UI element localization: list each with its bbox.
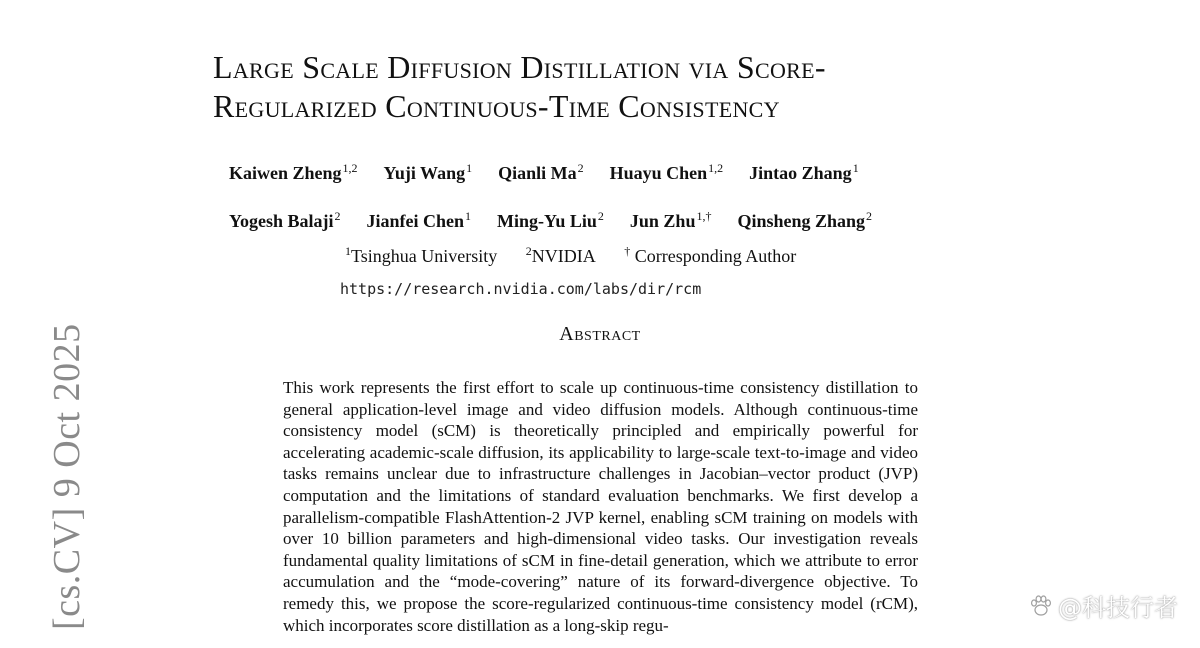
author: Qianli Ma$^2$ bbox=[498, 161, 584, 183]
author-row-1 bbox=[229, 161, 859, 184]
author: Huayu Chen$^{1,2}$ bbox=[609, 161, 724, 183]
abstract-text: This work represents the first effort to scale up continuous-time consistency distillation to general application-level image and video diffusion models. Although continuous-time consistency model (sCM) is theoretically principled and empirically powerful for accelerating academic-scale diffusion, its applicability to large-scale text-to-image and video tasks remains unclear due to infrastructure challenges in Jacobian–vector product (JVP) computation and the limitations of standard evaluation benchmarks. We first develop a parallelism-compatible FlashAttention-2 JVP kernel, enabling sCM training on models with over 10 billion parameters and high-dimensional video tasks. Our investigation reveals fundamental quality limitations of sCM in fine-detail generation, which we attribute to error accumulation and the “mode-covering” nature of its forward-divergence objective. To remedy this, we propose the score-regularized continuous-time consistency model (rCM), which incorporates score distillation as a long-skip regu- bbox=[283, 378, 918, 635]
arxiv-stamp: [cs.CV] 9 Oct 2025 bbox=[46, 323, 88, 630]
author: Ming-Yu Liu$^2$ bbox=[497, 209, 604, 231]
paper-title bbox=[213, 48, 1033, 126]
paw-icon bbox=[1028, 593, 1054, 619]
author: Kaiwen Zheng$^{1,2}$ bbox=[229, 161, 358, 183]
author: Jintao Zhang$^1$ bbox=[749, 161, 859, 183]
author-row-2 bbox=[229, 209, 872, 232]
project-url-link[interactable]: https://research.nvidia.com/labs/dir/rcm bbox=[340, 280, 702, 298]
affiliation: † Corresponding Author bbox=[624, 244, 797, 266]
title-line-2: Regularized Continuous-Time Consistency bbox=[213, 88, 780, 124]
author: Yuji Wang$^1$ bbox=[383, 161, 473, 183]
affiliation: $^1$Tsinghua University bbox=[345, 244, 498, 266]
author: Jun Zhu$^{1,\dagger}$ bbox=[629, 209, 712, 231]
author: Jianfei Chen$^1$ bbox=[366, 209, 472, 231]
abstract-heading: Abstract bbox=[559, 323, 641, 345]
author: Yogesh Balaji$^2$ bbox=[229, 209, 341, 231]
watermark-text: @科技行者 bbox=[1058, 594, 1178, 622]
title-line-1: Large Scale Diffusion Distillation via Score- bbox=[213, 49, 826, 85]
watermark bbox=[1028, 588, 1178, 623]
affiliations bbox=[345, 244, 796, 267]
author: Qinsheng Zhang$^2$ bbox=[737, 209, 873, 231]
affiliation: $^2$NVIDIA bbox=[525, 244, 596, 266]
